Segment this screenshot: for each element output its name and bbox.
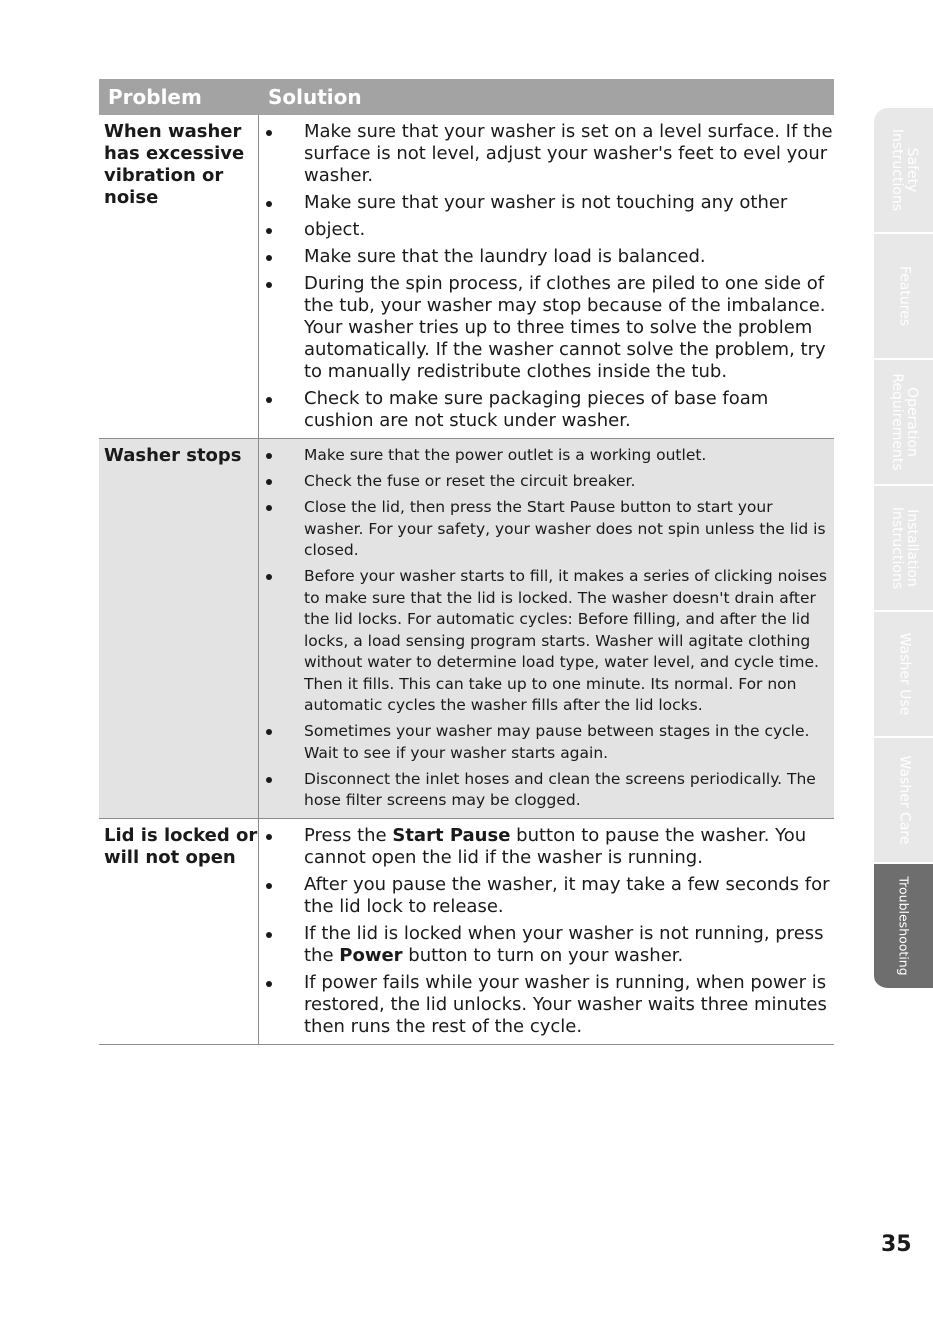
tab-features[interactable] xyxy=(874,234,933,360)
tab-operation-requirements[interactable] xyxy=(874,360,933,486)
tab-label: Washer Care xyxy=(896,755,912,845)
tab-label: Safety Instructions xyxy=(888,128,920,212)
list-item: Disconnect the inlet hoses and clean the screens periodically. The hose filter screens may be clogged. xyxy=(259,769,834,812)
problem-cell: Lid is locked or will not open xyxy=(99,819,259,1044)
list-item: Before your washer starts to fill, it makes a series of clicking noises to make sure that the lid is locked. The washer doesn't drain after the lid locks. For automatic cycles: Before filling, and after the lid locks, a load sensing program starts. Washer will agitate clothing without water to determine load type, water level, and cycle time. Then it fills. This can take up to one minute. Its normal. For non automatic cycles the washer fills after the lid locks. xyxy=(259,566,834,717)
list-item: If power fails while your washer is running, when power is restored, the lid unlocks. Your washer waits three minutes then runs the rest of the cycle. xyxy=(259,972,834,1038)
tab-washer-care[interactable] xyxy=(874,738,933,864)
tab-installation-instructions[interactable] xyxy=(874,486,933,612)
power-term: Power xyxy=(339,944,403,966)
list-item: Make sure that your washer is set on a level surface. If the surface is not level, adjust your washer's feet to evel your washer. xyxy=(259,121,834,187)
bullet-icon xyxy=(266,981,272,987)
list-item: Sometimes your washer may pause between stages in the cycle. Wait to see if your washer starts again. xyxy=(259,721,834,764)
tab-washer-use[interactable] xyxy=(874,612,933,738)
table-header xyxy=(99,79,834,115)
bullet-icon xyxy=(266,932,272,938)
list-item: During the spin process, if clothes are piled to one side of the tub, your washer may stop because of the imbalance. Your washer tries up to three times to solve the problem automatically. If the washer cannot solve the problem, try to manually redistribute clothes inside the tub. xyxy=(259,273,834,383)
bullet-icon xyxy=(266,397,272,403)
list-item: Make sure that the power outlet is a working outlet. xyxy=(259,445,834,467)
tab-label: Troubleshooting xyxy=(896,876,911,976)
table-row xyxy=(99,819,834,1045)
tab-troubleshooting[interactable] xyxy=(874,864,933,990)
list-item: Check the fuse or reset the circuit breaker. xyxy=(259,471,834,493)
bullet-icon xyxy=(266,228,272,234)
list-item: If the lid is locked when your washer is not running, press the Power button to turn on your washer. xyxy=(259,923,834,967)
list-item: Check to make sure packaging pieces of base foam cushion are not stuck under washer. xyxy=(259,388,834,432)
page-number: 35 xyxy=(881,1232,912,1257)
list-item: Press the Start Pause button to pause the washer. You cannot open the lid if the washer is running. xyxy=(259,825,834,869)
bullet-icon xyxy=(266,777,272,783)
bullet-icon xyxy=(266,883,272,889)
bullet-icon xyxy=(266,130,272,136)
problem-cell: Washer stops xyxy=(99,439,259,818)
bullet-icon xyxy=(266,201,272,207)
bullet-icon xyxy=(266,834,272,840)
solution-cell xyxy=(259,115,834,438)
troubleshooting-table xyxy=(99,79,834,1045)
table-row xyxy=(99,115,834,439)
list-item: After you pause the washer, it may take a few seconds for the lid lock to release. xyxy=(259,874,834,918)
solution-cell xyxy=(259,439,834,818)
bullet-icon xyxy=(266,282,272,288)
bullet-icon xyxy=(266,479,272,485)
bullet-icon xyxy=(266,505,272,511)
bullet-icon xyxy=(266,574,272,580)
section-tabs xyxy=(874,108,933,990)
header-solution: Solution xyxy=(268,85,362,109)
tab-label: Features xyxy=(896,265,912,327)
list-item: Make sure that the laundry load is balanced. xyxy=(259,246,834,268)
bullet-icon xyxy=(266,453,272,459)
tab-label: Washer Use xyxy=(896,632,912,716)
problem-cell: When washer has excessive vibration or noise xyxy=(99,115,259,438)
start-pause-term: Start Pause xyxy=(392,824,511,846)
tab-label: Installation Instructions xyxy=(888,506,920,590)
list-item: object. xyxy=(259,219,834,241)
header-problem: Problem xyxy=(108,85,202,109)
solution-cell xyxy=(259,819,834,1044)
tab-label: Operation Requirements xyxy=(888,373,920,471)
tab-safety-instructions[interactable] xyxy=(874,108,933,234)
table-row xyxy=(99,439,834,819)
bullet-icon xyxy=(266,729,272,735)
list-item: Close the lid, then press the Start Pause button to start your washer. For your safety, your washer does not spin unless the lid is closed. xyxy=(259,497,834,562)
bullet-icon xyxy=(266,255,272,261)
list-item: Make sure that your washer is not touching any other xyxy=(259,192,834,214)
